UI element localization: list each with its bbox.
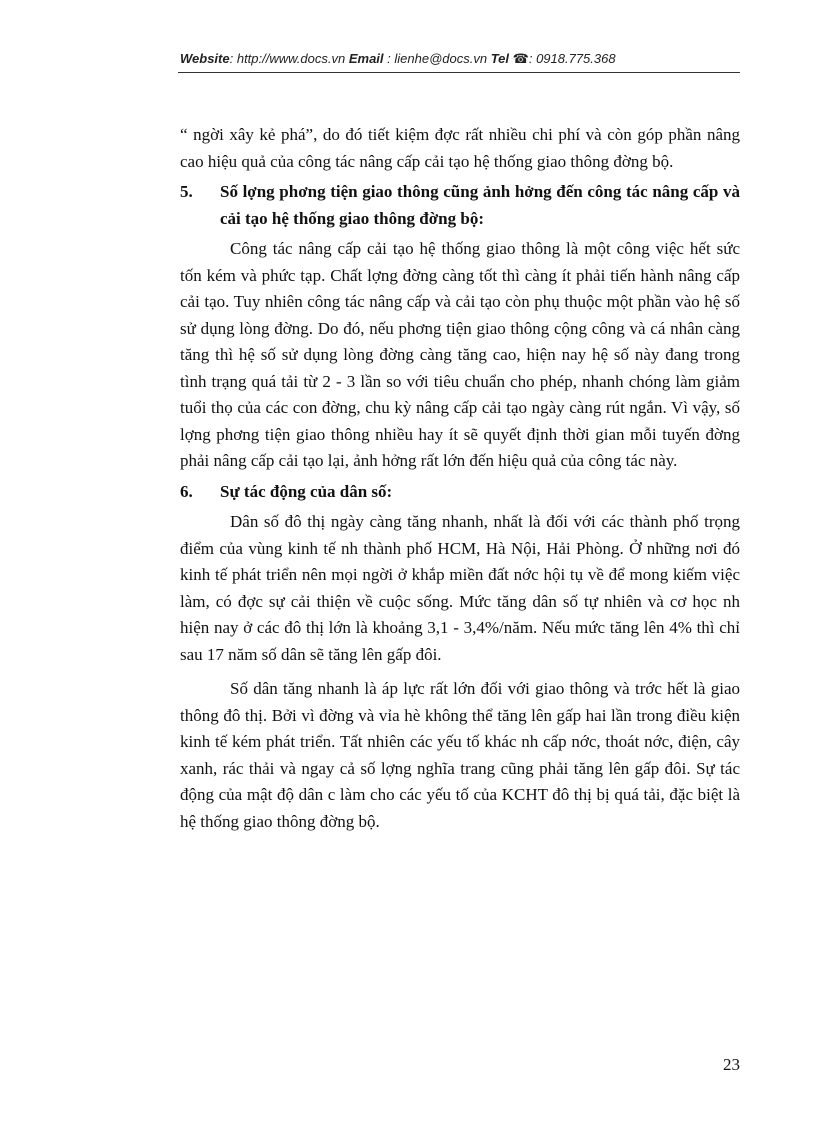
email-label: Email bbox=[348, 51, 384, 66]
section-6-heading bbox=[180, 479, 740, 506]
section-5-paragraph: Công tác nâng cấp cải tạo hệ thống giao thông là một công việc hết sức tốn kém và phức tạp. Chất lợng đờng càng tốt thì càng ít phải tiến hành nâng cấp cải tạo. Tuy nhiên công tác nâng cấp và cải tạo còn phụ thuộc một phần vào hệ số sử dụng lòng đờng. Do đó, nếu phơng tiện giao thông cộng công và cá nhân càng tăng thì hệ số sử dụng lòng đờng càng tăng cao, hiện nay hệ số này đang trong tình trạng quá tải từ 2 - 3 lần so với tiêu chuẩn cho phép, nhanh chóng làm giảm tuổi thọ của các con đờng, chu kỳ nâng cấp cải tạo ngày càng rút ngắn. Vì vậy, số lợng phơng tiện giao thông nhiều hay ít sẽ quyết định thời gian mỗi tuyến đờng phải nâng cấp cải tạo lại, ảnh hởng rất lớn đến hiệu quả của công tác này. bbox=[180, 239, 740, 470]
section-6-paragraph-1: Dân số đô thị ngày càng tăng nhanh, nhất là đối với các thành phố trọng điểm của vùng kinh tế nh thành phố HCM, Hà Nội, Hải Phòng. Ở những nơi đó kinh tế phát triển nên mọi ngời ở khắp miền đất nớc hội tụ về để mong kiếm việc làm, có đợc sự cải thiện về cuộc sống. Mức tăng dân số tự nhiên và cơ học nh hiện nay ở các đô thị lớn là khoảng 3,1 - 3,4%/năm. Nếu mức tăng lên 4% thì chỉ sau 17 năm số dân sẽ tăng lên gấp đôi. bbox=[180, 512, 740, 664]
page-header bbox=[180, 51, 740, 73]
section-5-title: Số lợng phơng tiện giao thông cũng ảnh hởng đến công tác nâng cấp và cải tạo hệ thống giao thông đờng bộ: bbox=[220, 182, 740, 228]
section-5-heading bbox=[180, 179, 740, 232]
email-value: : lienhe@docs.vn bbox=[387, 51, 488, 66]
tel-label: Tel bbox=[490, 51, 510, 66]
tel-value: : 0918.775.368 bbox=[528, 51, 616, 66]
section-5-number: 5. bbox=[180, 182, 193, 201]
website-value: : http://www.docs.vn bbox=[229, 51, 346, 66]
section-6-paragraph-2: Số dân tăng nhanh là áp lực rất lớn đối với giao thông và trớc hết là giao thông đô thị. Bởi vì đờng và vỉa hè không thể tăng lên gấp hai lần trong điều kiện kinh tế kém phát triển. Tất nhiên các yếu tố khác nh cấp nớc, thoát nớc, điện, cây xanh, rác thải và ngay cả số lợng nghĩa trang cũng phải tăng lên gấp đôi. Sự tác động của mật độ dân c làm cho các yếu tố của KCHT đô thị bị quá tải, đặc biệt là hệ thống giao thông đờng bộ. bbox=[180, 679, 740, 831]
intro-paragraph: “ ngời xây kẻ phá”, do đó tiết kiệm đợc rất nhiều chi phí và còn góp phần nâng cao hiệu quả của công tác nâng cấp cải tạo hệ thống giao thông đờng bộ. bbox=[180, 125, 740, 171]
section-6-number: 6. bbox=[180, 481, 193, 501]
document-body bbox=[180, 122, 740, 835]
phone-icon: ☎ bbox=[512, 51, 529, 66]
page-number: 23 bbox=[723, 1055, 740, 1074]
header-rule bbox=[178, 72, 740, 73]
section-6-title: Sự tác động của dân số: bbox=[220, 481, 393, 501]
website-label: Website bbox=[180, 51, 230, 66]
